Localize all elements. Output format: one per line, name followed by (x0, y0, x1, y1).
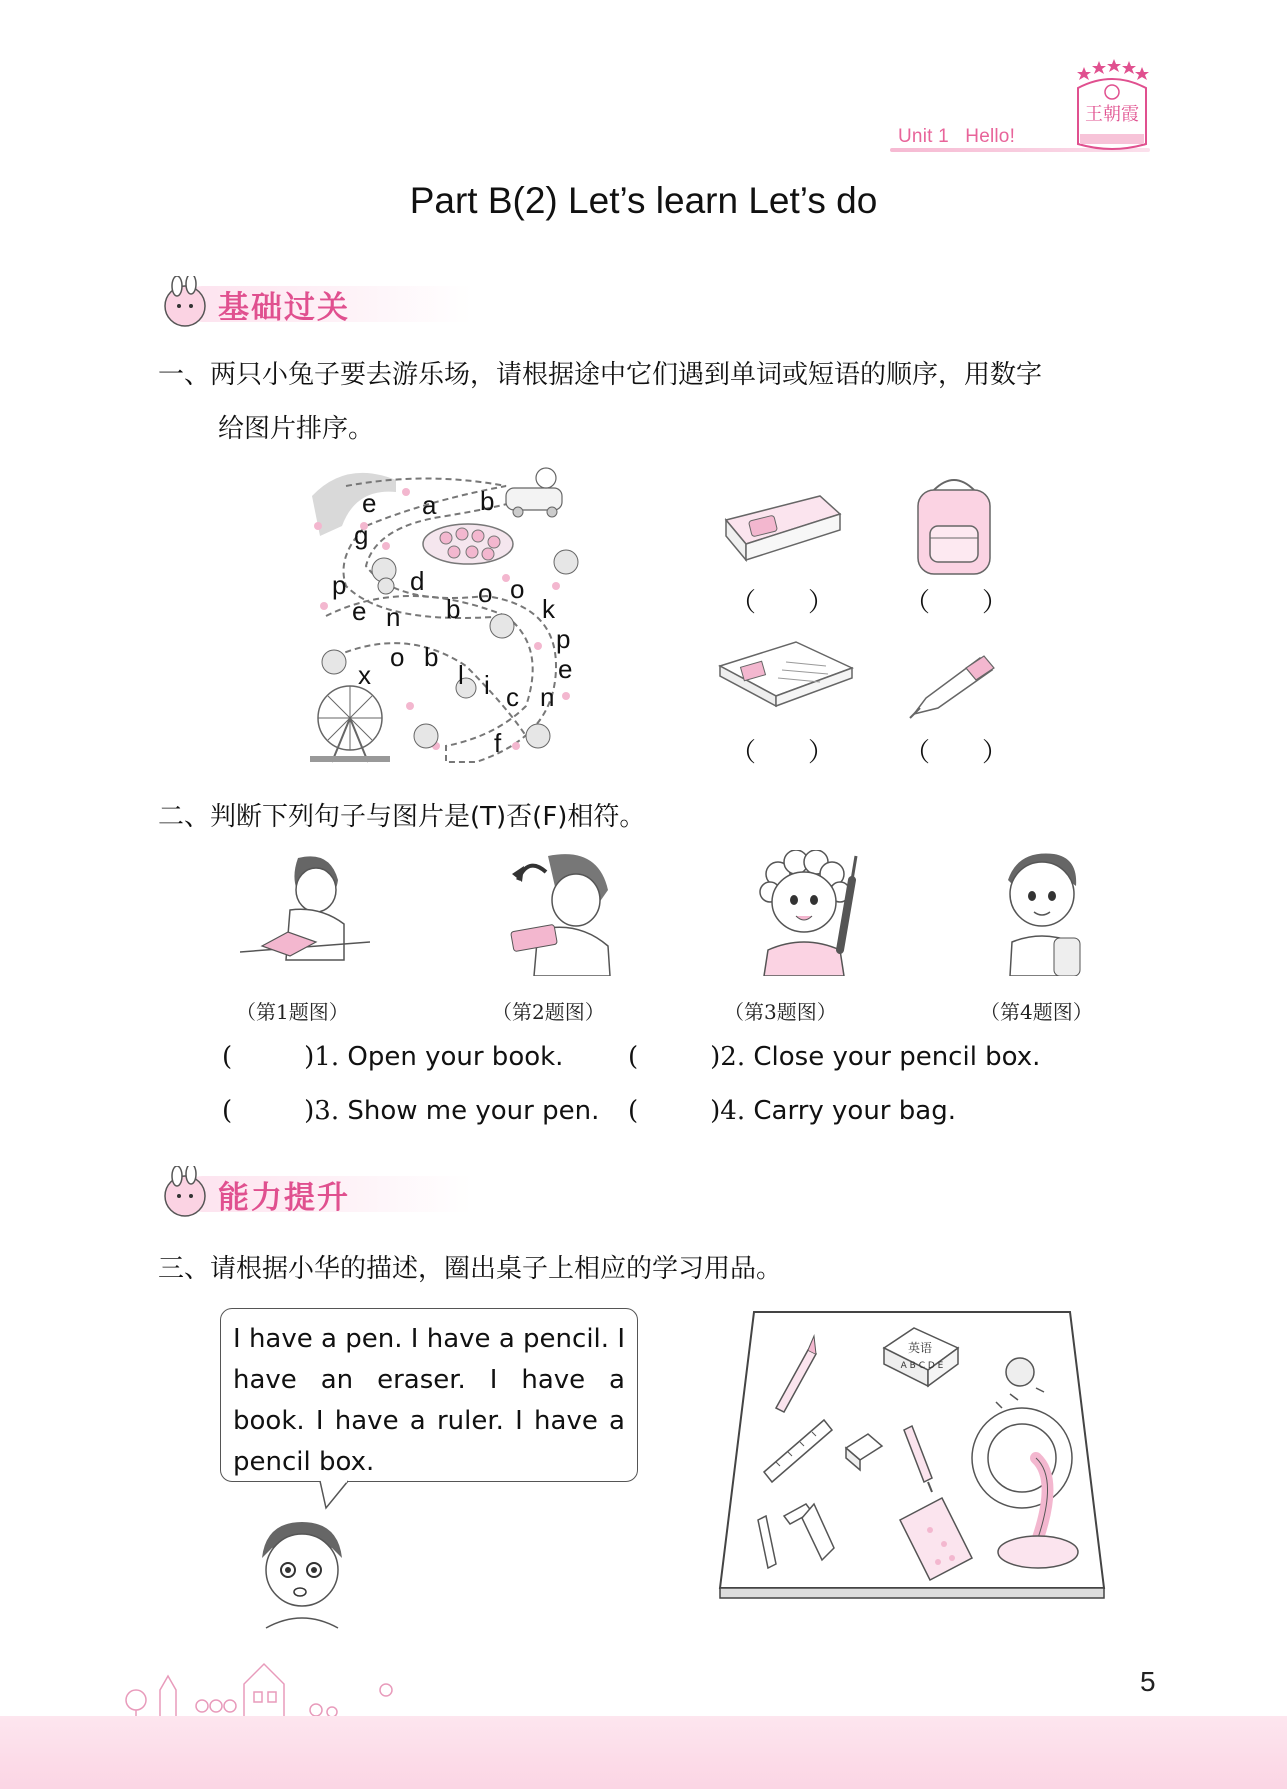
section-title: 基础过关 (218, 290, 350, 326)
girl-show-pen-figure (748, 850, 868, 976)
statement-3 (222, 1096, 599, 1126)
figure-caption: （第2题图） (492, 1000, 605, 1024)
page-number: 5 (1140, 1666, 1156, 1697)
boy-open-book-figure (240, 850, 370, 976)
bunny-icon (158, 1166, 212, 1220)
speech-bubble (220, 1308, 638, 1482)
maze-illustration (306, 466, 592, 766)
unit-text: Unit 1 (898, 126, 949, 147)
q1-line1: 一、两只小兔子要去游乐场，请根据途中它们遇到单词或短语的顺序，用数字 (158, 360, 1043, 390)
maze-letter: i (484, 670, 490, 700)
maze-letter: d (410, 566, 425, 596)
statement-2 (628, 1042, 1040, 1072)
book-title: 英语 (907, 1341, 933, 1355)
maze-letter: b (424, 642, 439, 672)
maze-letter: e (352, 596, 367, 626)
answer-blank[interactable]: （ ） (730, 738, 835, 768)
maze-letter: e (558, 654, 573, 684)
bottom-band (0, 1716, 1287, 1789)
figure-caption: （第4题图） (980, 1000, 1093, 1024)
svg-text:王朝霞: 王朝霞 (1085, 104, 1139, 125)
maze-letter: o (510, 574, 525, 604)
statement-1 (222, 1042, 563, 1072)
section-title: 能力提升 (218, 1180, 350, 1216)
maze-letter: x (358, 660, 371, 690)
section-banner-advanced (158, 1166, 558, 1220)
answer-blank[interactable]: （ ） (904, 738, 1009, 768)
maze-letter: g (354, 520, 369, 550)
bunny-icon (158, 276, 212, 330)
statement-number: )3. (304, 1096, 340, 1126)
statement-text: Open your book. (347, 1042, 564, 1072)
statement-number: )2. (710, 1042, 746, 1072)
page-title: Part B(2) Let’s learn Let’s do (409, 180, 878, 221)
section-banner-basic (158, 276, 558, 330)
bottom-castle-decoration (116, 1650, 416, 1720)
q1-prompt (158, 348, 1168, 456)
maze-letter: p (332, 570, 347, 600)
lesson-text: Hello! (965, 126, 1016, 147)
book-letters: A B C D E (900, 1361, 944, 1371)
maze-letter: c (506, 682, 519, 712)
figure-caption: （第1题图） (236, 1000, 349, 1024)
statement-text: Show me your pen. (347, 1096, 600, 1126)
statement-number: )1. (304, 1042, 340, 1072)
speech-bubble-tail (318, 1480, 358, 1510)
pencil-box-icon (720, 490, 844, 572)
speech-text: I have a pen. I have a pencil. I have an eraser. I have a book. I have a ruler. I have a pencil box. (233, 1324, 625, 1477)
boy-xiaohua-figure (252, 1518, 352, 1638)
answer-blank[interactable]: （ ） (730, 588, 835, 618)
boy-close-box-figure (498, 850, 618, 976)
q2-prompt: 二、判断下列句子与图片是(T)否(F)相符。 (158, 802, 646, 832)
maze-letter: k (542, 594, 555, 624)
answer-blank[interactable]: （ ） (904, 588, 1009, 618)
desk-illustration (718, 1308, 1108, 1602)
boy-carry-bag-figure (998, 850, 1088, 976)
figure-caption: （第3题图） (724, 1000, 837, 1024)
statement-number: )4. (710, 1096, 746, 1126)
open-paren[interactable]: ( (222, 1096, 233, 1126)
q3-prompt: 三、请根据小华的描述，圈出桌子上相应的学习用品。 (158, 1254, 783, 1284)
maze-letter: b (446, 594, 461, 624)
q1-line2: 给图片排序。 (218, 414, 375, 444)
header-unit-label (898, 126, 1015, 148)
open-paren[interactable]: ( (222, 1042, 233, 1072)
maze-letter: a (422, 490, 437, 520)
statement-text: Carry your bag. (753, 1096, 956, 1126)
bag-icon (904, 470, 1004, 580)
open-paren[interactable]: ( (628, 1096, 639, 1126)
maze-letter: p (556, 624, 571, 654)
maze-letter: n (540, 682, 555, 712)
maze-letter: n (386, 602, 401, 632)
maze-letter: o (478, 578, 493, 608)
maze-letter: l (458, 660, 464, 690)
pen-icon (906, 650, 996, 720)
maze-letter: f (494, 728, 502, 758)
publisher-logo (1070, 58, 1154, 154)
open-paren[interactable]: ( (628, 1042, 639, 1072)
maze-letter: o (390, 642, 405, 672)
statement-4 (628, 1096, 956, 1126)
book-icon (716, 636, 856, 716)
statement-text: Close your pencil box. (753, 1042, 1041, 1072)
maze-letter: e (362, 488, 377, 518)
maze-letter: b (480, 486, 495, 516)
